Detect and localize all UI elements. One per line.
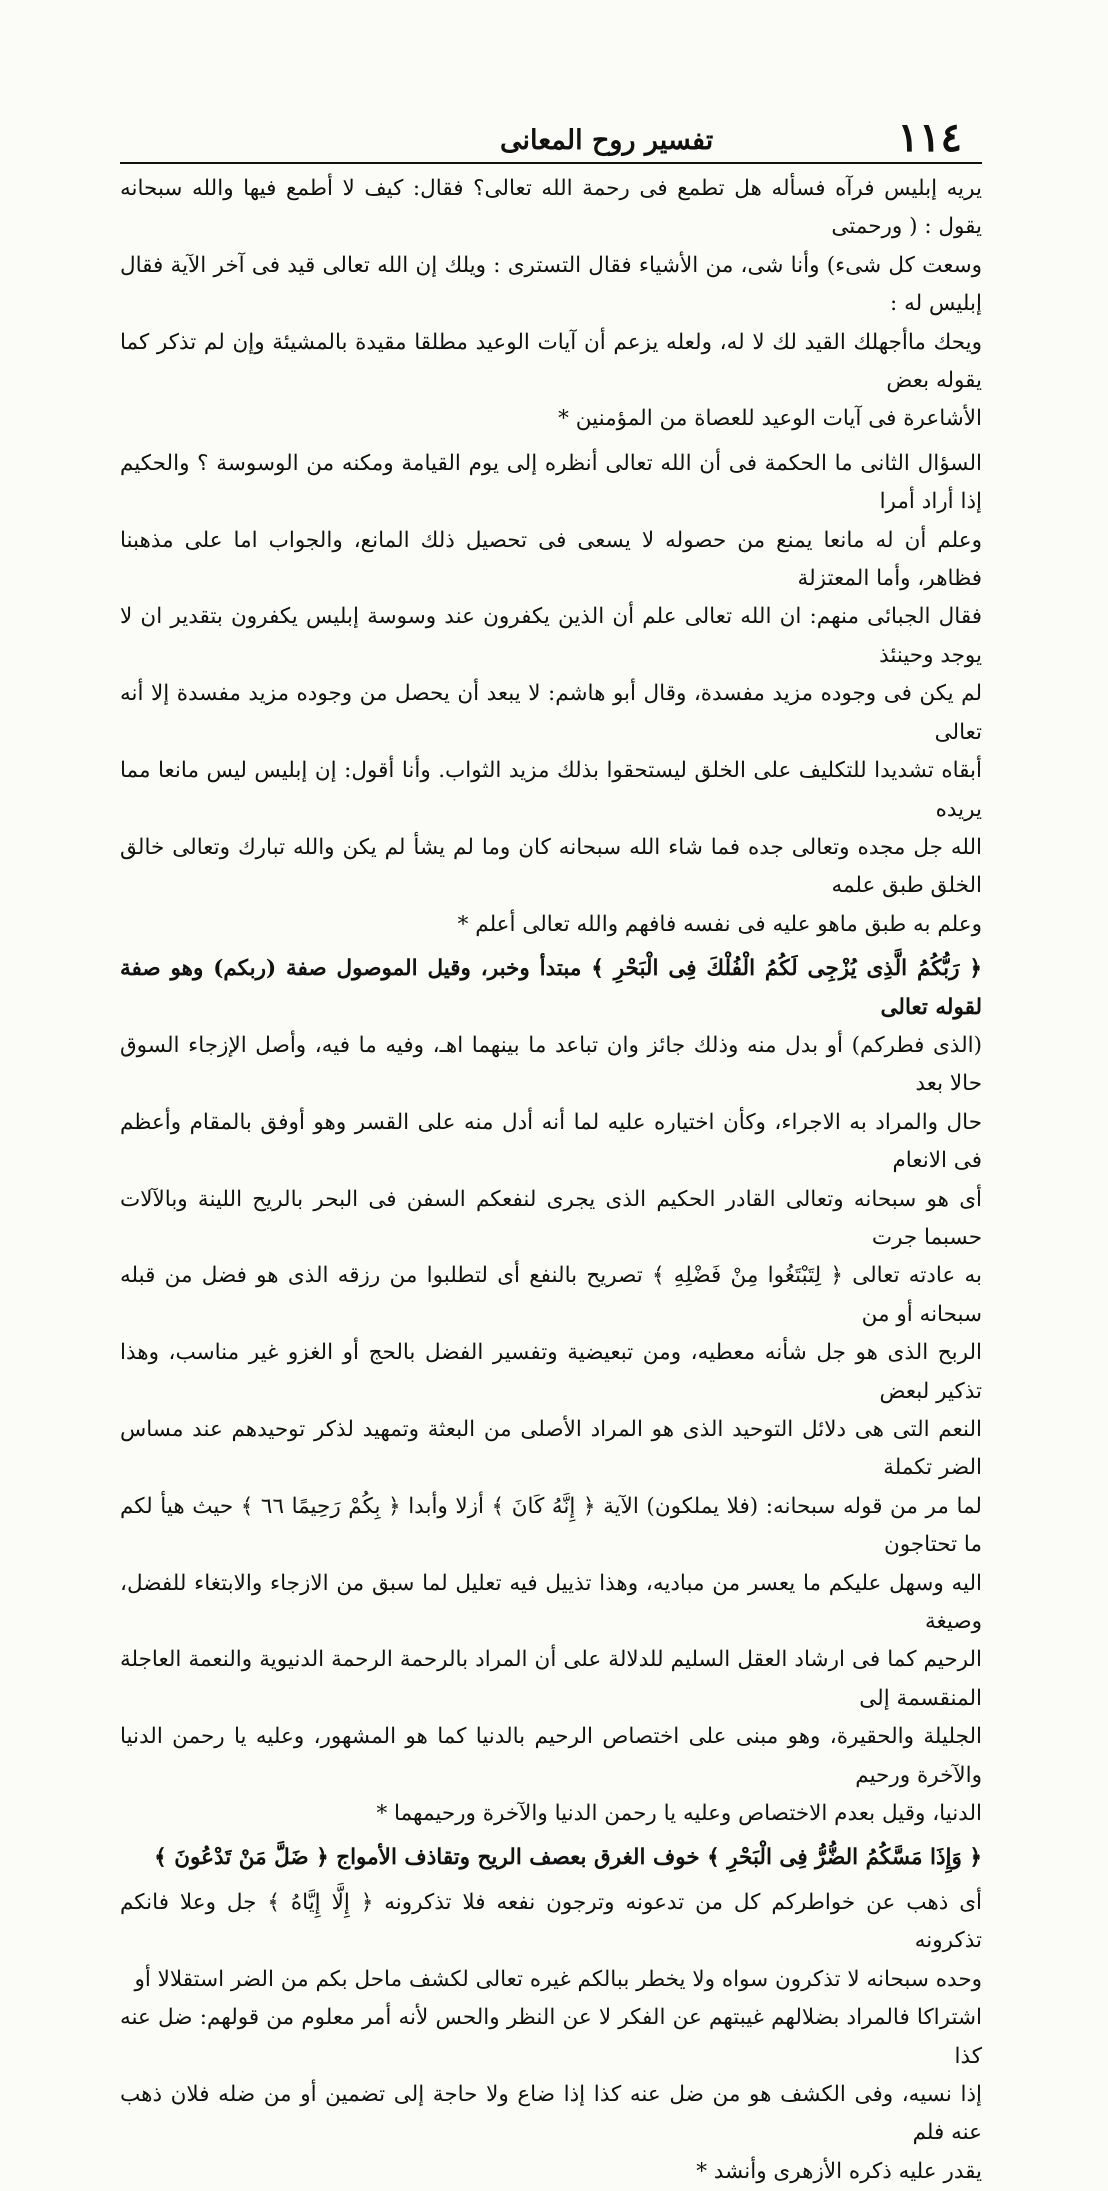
text-line: الجليلة والحقيرة، وهو مبنى على اختصاص الرحيم بالدنيا كما هو المشهور، وعليه يا رحمن الدنيا والآخرة ورحيم bbox=[120, 1724, 982, 1788]
text-line: السؤال الثانى ما الحكمة فى أن الله تعالى أنظره إلى يوم القيامة ومكنه من الوسوسة ؟ والحكيم إذا أراد أمرا bbox=[120, 450, 982, 515]
text-line: وعلم به طبق ماهو عليه فى نفسه فافهم والله تعالى أعلم * bbox=[457, 911, 982, 937]
text-line: الدنيا، وقيل بعدم الاختصاص وعليه يا رحمن الدنيا والآخرة ورحيمهما * bbox=[376, 1801, 982, 1827]
text-line: ﴿ وَإِذَا مَسَّكُمُ الضُّرُّ فِى الْبَحْرِ ﴾ خوف الغرق بعصف الريح وتقاذف الأمواج ﴿ ضَلَّ مَنْ تَدْعُونَ ﴾ bbox=[154, 1845, 982, 1871]
text-line: الأشاعرة فى آيات الوعيد للعصاة من المؤمنين * bbox=[558, 406, 982, 432]
text-line: (الذى فطركم) أو بدل منه وذلك جائز وان تباعد ما بينهما اهـ، وفيه ما فيه، وأصل الإزجاء السوق حالا بعد bbox=[120, 1032, 982, 1097]
page-number: ١١٤ bbox=[897, 114, 962, 161]
paragraph-verse-67-commentary bbox=[120, 1884, 982, 2191]
text-line: النعم التى هى دلائل التوحيد الذى هو المراد الأصلى من البعثة وتمهيد لذكر توحيدهم عند مساس الضر تكملة bbox=[120, 1417, 982, 1481]
text-line: أى ذهب عن خواطركم كل من تدعونه وترجون نفعه فلا تذكرونه ﴿ إِلَّا إِيَّاهُ ﴾ جل وعلا فانكم تذكرونه bbox=[120, 1889, 982, 1954]
text-line: إذا نسيه، وفى الكشف هو من ضل عنه كذا إذا ضاع ولا حاجة إلى تضمين أو من ضله فلان ذهب عنه فلم bbox=[120, 2081, 982, 2146]
text-line: وعلم أن له مانعا يمنع من حصوله لا يسعى فى تحصيل ذلك المانع، والجواب اما على مذهبنا فظاهر، وأما المعتزلة bbox=[120, 527, 982, 592]
text-line: فقال الجبائى منهم: ان الله تعالى علم أن الذين يكفرون عند وسوسة إبليس يكفرون بتقدير ان لا يوجد وحينئذ bbox=[120, 604, 982, 668]
body-text bbox=[120, 170, 982, 2191]
text-line: به عادته تعالى ﴿ لِتَبْتَغُوا مِنْ فَضْلِهِ ﴾ تصريح بالنفع أى لتطلبوا من رزقه الذى هو فضل من قبله سبحانه أو من bbox=[120, 1263, 982, 1327]
header-rule bbox=[120, 162, 982, 164]
text-line: أى هو سبحانه وتعالى القادر الحكيم الذى يجرى لنفعكم السفن فى البحر بالريح اللينة وبالآلات حسبما جرت bbox=[120, 1186, 982, 1250]
text-line: يريه إبليس فرآه فسأله هل تطمع فى رحمة الله تعالى؟ فقال: كيف لا أطمع فيها والله سبحانه يقول : ( ورحمتى bbox=[120, 176, 982, 240]
paragraph-verse-66 bbox=[120, 950, 982, 1833]
paragraph-second-question bbox=[120, 445, 982, 944]
paragraph-verse-67-heading bbox=[120, 1839, 982, 1877]
text-line: ﴿ رَبُّكُمُ الَّذِى يُزْجِى لَكُمُ الْفُلْكَ فِى الْبَحْرِ ﴾ مبتدأ وخبر، وقيل الموصول صفة (ربكم) وهو صفة لقوله تعالى bbox=[120, 956, 982, 1020]
text-line: الربح الذى هو جل شأنه معطيه، ومن تبعيضية وتفسير الفضل بالحج أو الغزو غير مناسب، وهذا تذكير لبعض bbox=[120, 1340, 982, 1404]
text-line: أبقاه تشديدا للتكليف على الخلق ليستحقوا بذلك مزيد الثواب. وأنا أقول: إن إبليس ليس مانعا مما يريده bbox=[120, 758, 982, 822]
text-line: وحده سبحانه لا تذكرون سواه ولا يخطر ببالكم غيره تعالى لكشف ماحل بكم من الضر استقلالا أو bbox=[134, 1966, 982, 1992]
text-line: وسعت كل شىء) وأنا شى، من الأشياء فقال التسترى : ويلك إن الله تعالى قيد فى آخر الآية فقال إبليس له : bbox=[120, 252, 982, 317]
text-line: حال والمراد به الاجراء، وكأن اختياره عليه لما أنه أدل منه على القسر وهو أوفق بالمقام وأعظم فى الانعام bbox=[120, 1109, 982, 1174]
text-line: الله جل مجده وتعالى جده فما شاء الله سبحانه كان وما لم يشأ لم يكن والله تبارك وتعالى خالق الخلق طبق علمه bbox=[120, 834, 982, 899]
paragraph-iblis-story bbox=[120, 170, 982, 439]
running-title: تفسير روح المعانى bbox=[500, 125, 714, 156]
text-line: اليه وسهل عليكم ما يعسر من مباديه، وهذا تذييل فيه تعليل لما سبق من الازجاء والابتغاء للفضل، وصيغة bbox=[120, 1570, 982, 1635]
text-line: لما مر من قوله سبحانه: (فلا يملكون) الآية ﴿ إِنَّهُ كَانَ ﴾ أزلا وأبدا ﴿ بِكُمْ رَحِيمًا ٦٦ ﴾ حيث هيأ لكم ما تحتاجون bbox=[120, 1493, 982, 1558]
text-line: ويحك ماأجهلك القيد لك لا له، ولعله يزعم أن آيات الوعيد مطلقا مقيدة بالمشيئة وإن لم تذكر كما يقوله بعض bbox=[120, 329, 982, 394]
text-line: الرحيم كما فى ارشاد العقل السليم للدلالة على أن المراد بالرحمة الرحمة الدنيوية والنعمة العاجلة المنقسمة إلى bbox=[120, 1647, 982, 1711]
book-page bbox=[120, 108, 982, 2191]
text-line: اشتراكا فالمراد بضلالهم غيبتهم عن الفكر لا عن النظر والحس لأنه أمر معلوم من قولهم: ضل عنه كذا bbox=[120, 2005, 982, 2069]
page-header bbox=[120, 108, 982, 161]
text-line: لم يكن فى وجوده مزيد مفسدة، وقال أبو هاشم: لا يبعد أن يحصل من وجوده مزيد مفسدة إلا أنه تعالى bbox=[120, 681, 982, 745]
text-line: يقدر عليه ذكره الأزهرى وأنشد * bbox=[696, 2158, 982, 2184]
